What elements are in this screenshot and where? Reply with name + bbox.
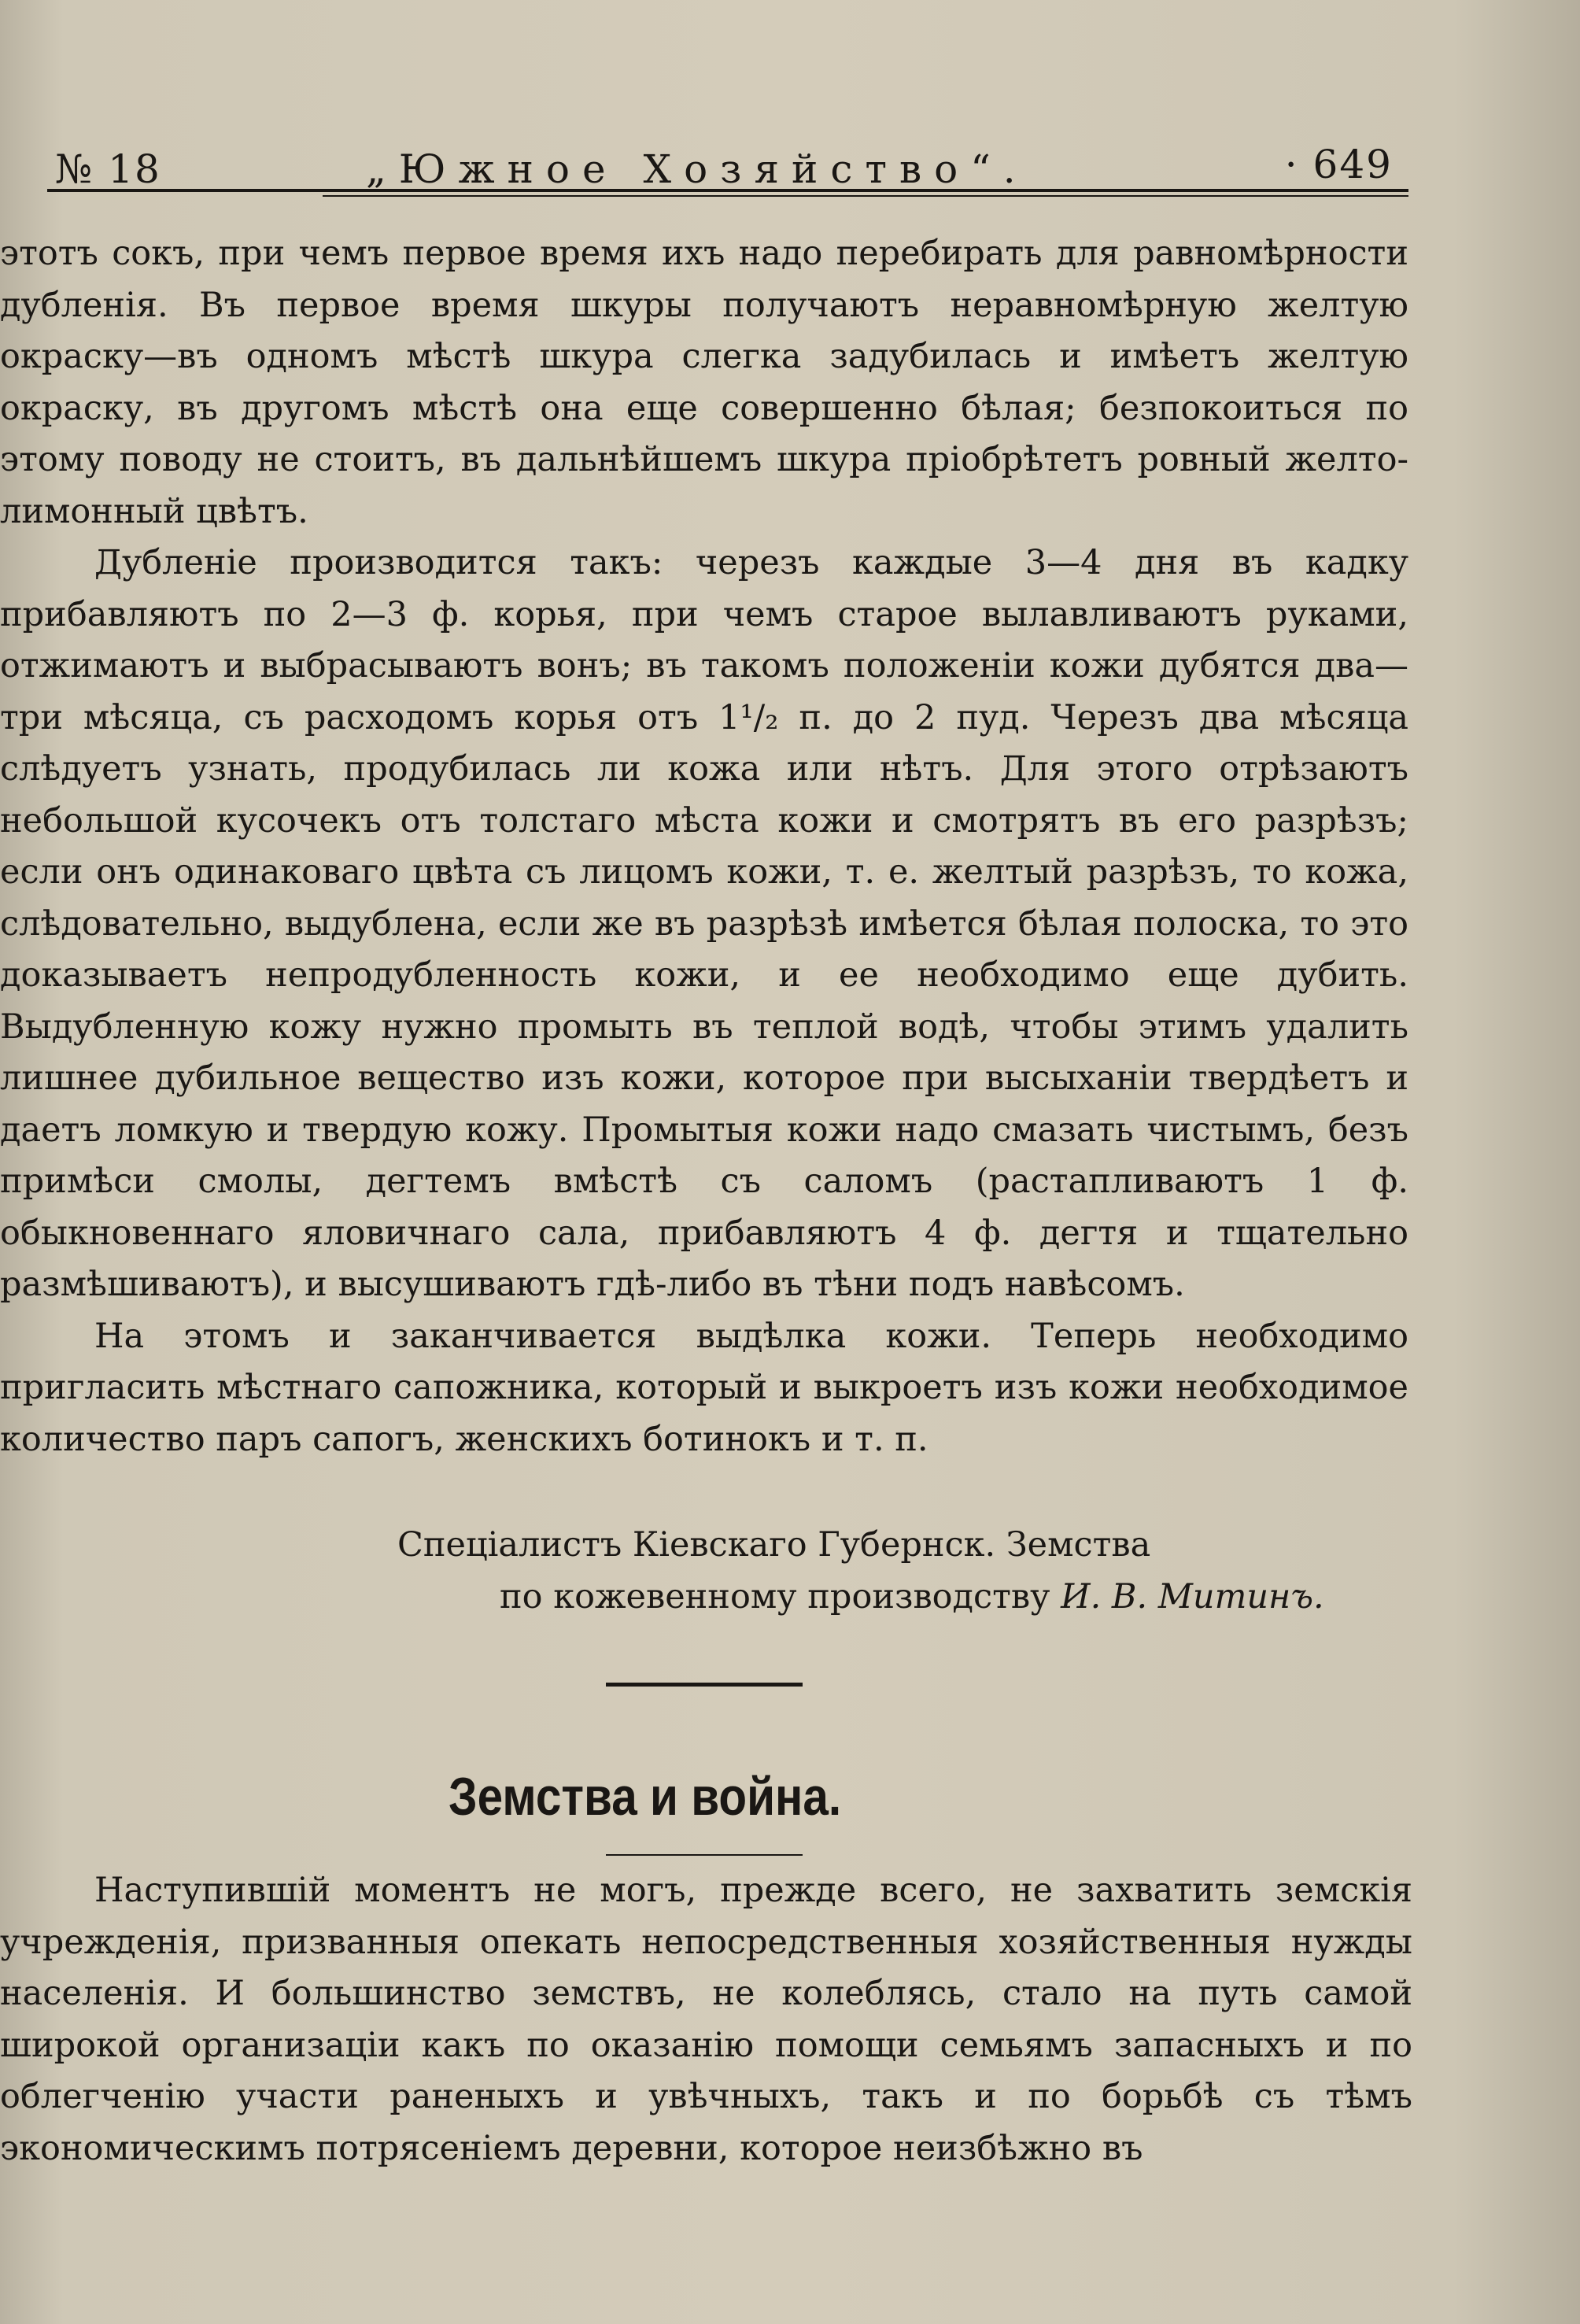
- signature-line-2: [500, 1571, 1324, 1623]
- paragraph: На этомъ и заканчивается выдѣлка кожи. Теперь необходимо пригласить мѣстнаго сапожника, который и выкроетъ изъ кожи необходимое количество паръ сапогъ, женскихъ ботинокъ и т. п.: [0, 1316, 1408, 1459]
- paragraph: Дубленіе производится такъ: черезъ каждые 3—4 дня въ кадку прибавляютъ по 2—3 ф. корья, при чемъ старое вылавливаютъ руками, отжимаютъ и выбрасываютъ вонъ; въ такомъ положеніи кожи дубятся два—три мѣсяца, съ расходомъ корья отъ 1¹/₂ п. до 2 пуд. Черезъ два мѣсяца слѣдуетъ узнать, продубилась ли кожа или нѣтъ. Для этого отрѣзаютъ небольшой кусочекъ отъ толстаго мѣста кожи и смотрятъ въ его разрѣзъ; если онъ одинаковаго цвѣта съ лицомъ кожи, т. е. желтый разрѣзъ, то кожа, слѣдовательно, выдублена, если же въ разрѣзѣ имѣется бѣлая полоска, то это доказываетъ непродубленность кожи, и ее необходимо еще дубить. Выдубленную кожу нужно промыть въ теплой водѣ, чтобы этимъ удалить лишнее дубильное вещество изъ кожи, которое при высыханіи твердѣетъ и даетъ ломкую и твердую кожу. Промытыя кожи надо смазать чистымъ, безъ примѣси смолы, дегтемъ вмѣстѣ съ саломъ (растапливаютъ 1 ф. обыкновеннаго яловичнаго сала, прибавляютъ 4 ф. дегтя и тщательно размѣшиваютъ), и высушиваютъ гдѣ-либо въ тѣни подъ навѣсомъ.: [0, 543, 1408, 1304]
- title-underline: [606, 1854, 803, 1856]
- issue-number: № 18: [55, 146, 161, 192]
- signature-line-1: Спеціалистъ Кіевскаго Губернск. Земства: [397, 1525, 1151, 1565]
- signature-prefix: по кожевенному производству: [500, 1577, 1061, 1616]
- author-name: И. В. Митинъ.: [1061, 1577, 1324, 1616]
- article-body: [0, 228, 1408, 1465]
- section-divider: [606, 1683, 803, 1687]
- article-body-2: [0, 1865, 1412, 2174]
- journal-title: „Южное Хозяйство“.: [366, 146, 1028, 192]
- section-title: Земства и война.: [449, 1767, 842, 1827]
- page-number: · 649: [1284, 142, 1393, 187]
- header-rule-thin: [323, 195, 1408, 197]
- paragraph: Наступившій моментъ не могъ, прежде всего, не захватить земскія учрежденія, призванныя опекать непосредственныя хозяйственныя нужды населенія. И большинство земствъ, не колеблясь, стало на путь самой широкой организаціи какъ по оказанію помощи семьямъ запасныхъ и по облегченію участи раненыхъ и увѣчныхъ, такъ и по борьбѣ съ тѣмъ экономическимъ потрясеніемъ деревни, которое неизбѣжно въ: [0, 1871, 1412, 2168]
- paragraph: этотъ сокъ, при чемъ первое время ихъ надо перебирать для равномѣрности дубленія. Въ первое время шкуры получаютъ неравномѣрную желтую окраску—въ одномъ мѣстѣ шкура слегка задубилась и имѣетъ желтую окраску, въ другомъ мѣстѣ она еще совершенно бѣлая; безпокоиться по этому поводу не стоитъ, въ дальнѣйшемъ шкура пріобрѣтетъ ровный желто-лимонный цвѣтъ.: [0, 234, 1408, 531]
- header-rule: [47, 189, 1408, 192]
